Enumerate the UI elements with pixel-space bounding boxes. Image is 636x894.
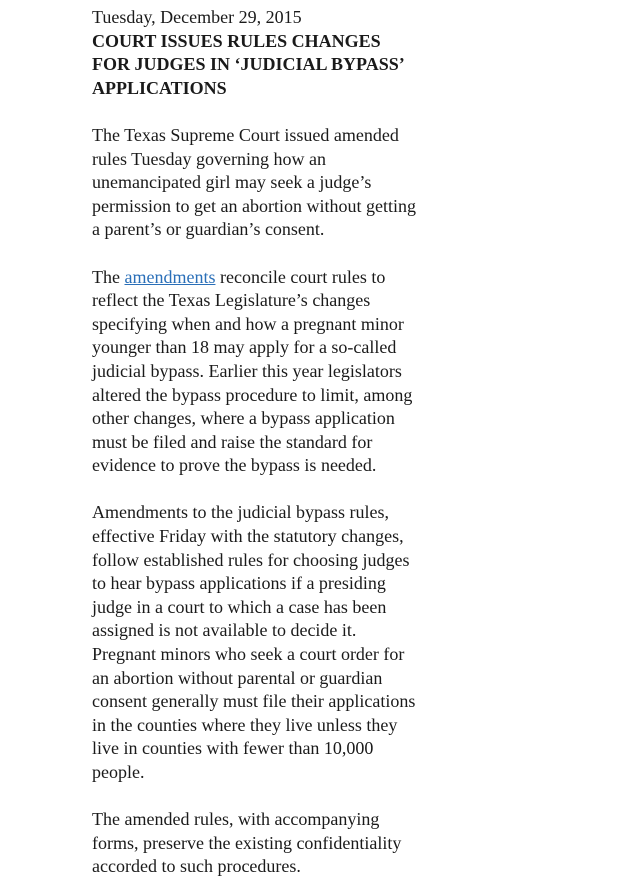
paragraph-line: specifying when and how a pregnant minor — [92, 313, 404, 334]
amendments-link[interactable]: amendments — [124, 266, 216, 287]
paragraph-line: to hear bypass applications if a presiding — [92, 573, 386, 594]
paragraph-text: reconcile court rules to — [215, 266, 386, 287]
paragraph-text: The — [92, 266, 125, 287]
paragraph-line: effective Friday with the statutory changes, — [92, 526, 404, 547]
paragraph-line: Amendments to the judicial bypass rules, — [92, 502, 389, 523]
paragraph-line: The Texas Supreme Court issued amended — [92, 124, 399, 145]
paragraph-line: unemancipated girl may seek a judge’s — [92, 172, 372, 193]
paragraph-line: in the counties where they live unless they — [92, 714, 398, 735]
paragraph-4 — [92, 808, 562, 879]
paragraph-line: people. — [92, 762, 145, 782]
paragraph-line: must be filed and raise the standard for — [92, 431, 373, 452]
headline-line: APPLICATIONS — [92, 77, 227, 98]
paragraph-line: Pregnant minors who seek a court order for — [92, 644, 405, 665]
article-date: Tuesday, December 29, 2015 — [92, 7, 302, 27]
paragraph-line: consent generally must file their applications — [92, 691, 416, 712]
article-headline — [92, 30, 562, 101]
paragraph-line: The amended rules, with accompanying — [92, 809, 380, 830]
paragraph-line: younger than 18 may apply for a so-called — [92, 337, 397, 358]
paragraph-line — [92, 266, 562, 290]
paragraph-line: altered the bypass procedure to limit, among — [92, 384, 413, 405]
paragraph-line: judge in a court to which a case has been — [92, 596, 387, 617]
paragraph-line: live in counties with fewer than 10,000 — [92, 738, 374, 759]
article — [92, 6, 562, 879]
paragraph-2 — [92, 266, 562, 478]
paragraph-1 — [92, 124, 562, 242]
paragraph-line: permission to get an abortion without getting — [92, 195, 416, 216]
paragraph-line: other changes, where a bypass application — [92, 408, 395, 429]
paragraph-line: forms, preserve the existing confidentiality — [92, 832, 402, 853]
paragraph-line: an abortion without parental or guardian — [92, 667, 383, 688]
paragraph-line: rules Tuesday governing how an — [92, 148, 326, 169]
paragraph-line: assigned is not available to decide it. — [92, 620, 357, 641]
paragraph-line: judicial bypass. Earlier this year legislators — [92, 360, 402, 381]
headline-line: COURT ISSUES RULES CHANGES — [92, 30, 381, 51]
paragraph-line: reflect the Texas Legislature’s changes — [92, 290, 371, 311]
paragraph-line: a parent’s or guardian’s consent. — [92, 219, 325, 240]
paragraph-line: follow established rules for choosing judges — [92, 549, 410, 570]
paragraph-line: evidence to prove the bypass is needed. — [92, 455, 377, 476]
paragraph-line: accorded to such procedures. — [92, 856, 301, 877]
headline-line: FOR JUDGES IN ‘JUDICIAL BYPASS’ — [92, 54, 405, 75]
paragraph-3 — [92, 501, 562, 784]
